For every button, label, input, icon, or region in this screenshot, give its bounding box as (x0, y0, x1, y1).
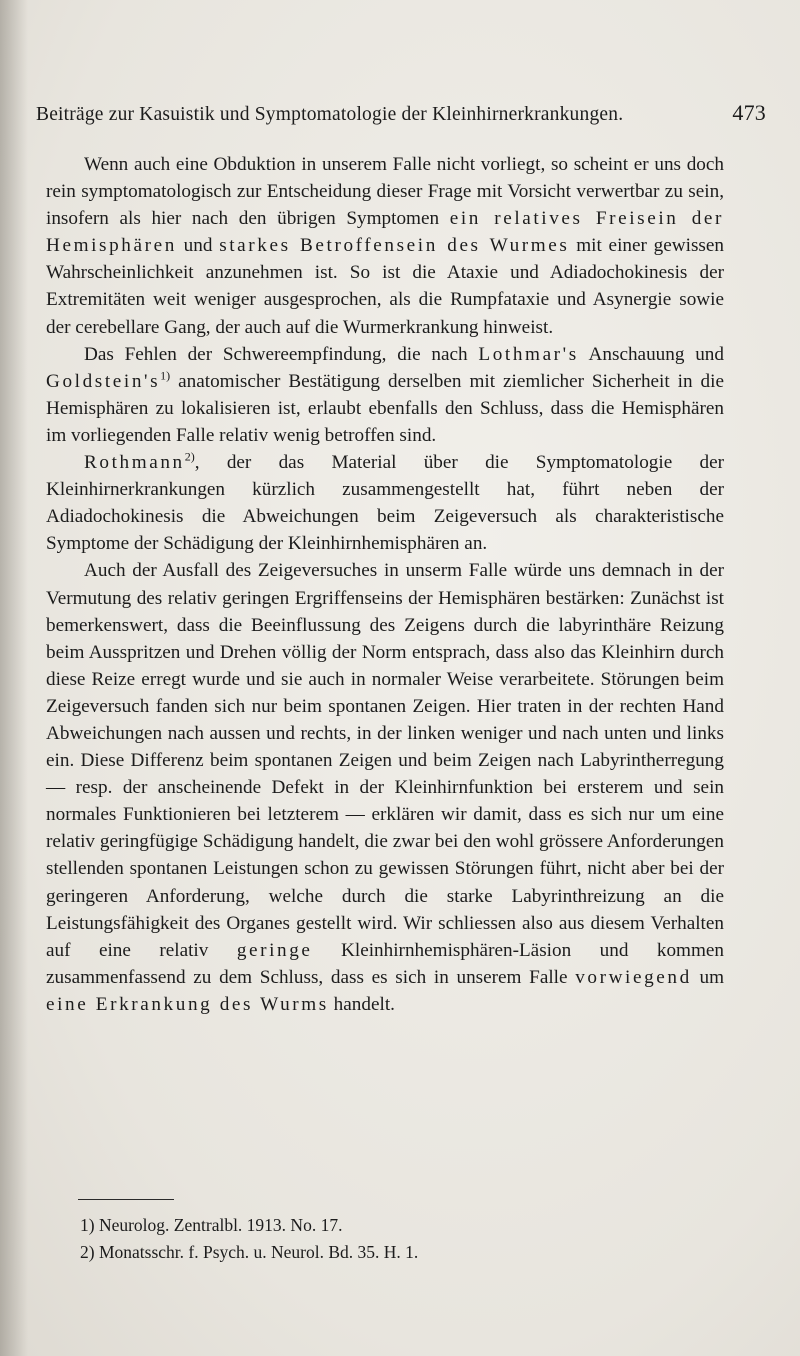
running-title: Beiträge zur Kasuistik und Symptomatologie der Kleinhirnerkrankungen. (36, 104, 624, 125)
footnote-2: 2) Monatsschr. f. Psych. u. Neurol. Bd. 35. H. 1. (80, 1242, 419, 1262)
p1-text-c: mit einer gewissen Wahrscheinlichkeit anzunehmen ist. So ist die Ataxie und Adiadochokinesis der Extremitäten weit weniger ausgesprochen, als die Rumpfataxie und Asynergie sowie der cerebellare Gang, der auch auf die Wurmerkrankung hinweist. (46, 235, 724, 338)
binding-shadow (0, 0, 28, 1356)
p4-text-b: Kleinhirnhemisphären-Läsion und kommen zusammenfassend zu dem Schluss, dass es sich in unserem Falle (46, 939, 725, 988)
p1-text-b: und (183, 235, 213, 257)
p1-spaced-2: starkes Betroffensein des Wurmes (219, 235, 570, 257)
p1-spaced-1: ein relatives Freisein der Hemisphären (46, 208, 724, 257)
p4-spaced-2: vorwiegend (575, 966, 692, 988)
page-number: 473 (732, 100, 766, 125)
p4-text-a: Auch der Ausfall des Zeigeversuches in unserm Falle würde uns demnach in der Vermutung des relativ geringen Ergriffenseins der Hemisphären bestärken: Zunächst ist bemerkenswert, dass die Beeinflussung des Zeigens durch die labyrinthäre Reizung beim Ausspritzen und Drehen völlig der Norm entsprach, dass also das Kleinhirn durch diese Reize erregt wurde und sie auch in normaler Weise verarbeitete. Störungen beim Zeigeversuch fanden sich nur beim spontanen Zeigen. Hier traten in der rechten Hand Abweichungen nach aussen und rechts, in der linken weniger und nach unten und links ein. Diese Differenz beim spontanen Zeigen und beim Zeigen nach Labyrintherregung — resp. der anscheinende Defekt in der Kleinhirnfunktion bei ersterem und sein normales Funktionieren bei letzterem — erklären wir damit, dass es sich nur um eine relativ geringfügige Schädigung handelt, die zwar bei den wohl grössere Anforderungen stellenden spontanen Leistungen schon zu gewissen Störungen führt, nicht aber bei der geringeren Anforderung, welche durch die starke Labyrinthreizung an die Leistungsfähigkeit des Organes gestellt wird. Wir schliessen also aus diesem Verhalten auf eine relativ (46, 560, 724, 961)
footnote-ref-2: 2) (184, 449, 195, 464)
p2-text-c: anatomischer Bestätigung derselben mit ziemlicher Sicherheit in die Hemisphären zu lokalisieren ist, erlaubt ebenfalls den Schluss, dass die Hemisphären im vorliegenden Falle relativ wenig betroffen sind. (46, 370, 725, 446)
footnotes (80, 1212, 680, 1266)
p2-text-b: Anschauung und (588, 343, 724, 365)
p4-text-d: handelt. (333, 993, 395, 1015)
body-text (46, 151, 724, 1018)
running-header (36, 100, 766, 126)
p4-spaced-3: eine Erkrankung des Wurms (46, 993, 329, 1015)
footnote-1: 1) Neurolog. Zentralbl. 1913. No. 17. (80, 1215, 343, 1235)
paragraph-4 (46, 557, 724, 1018)
author-rothmann: Rothmann (84, 452, 185, 474)
p2-text-a: Das Fehlen der Schwereempfindung, die nach (84, 343, 468, 365)
p4-spaced-1: geringe (236, 939, 313, 961)
p1-text: Wenn auch eine Obduktion in unserem Falle nicht vorliegt, so scheint er uns doch rein symptomatologisch zur Entscheidung dieser Frage mit Vorsicht verwertbar zu sein, insofern als hier nach den übrigen Symptomen (46, 154, 724, 230)
author-goldstein: Goldstein's (46, 370, 161, 392)
footnote-divider (78, 1199, 174, 1200)
p4-text-c: um (699, 966, 725, 988)
paragraph-1 (46, 151, 724, 341)
p3-text: , der das Material über die Symptomatologie der Kleinhirnerkrankungen kürzlich zusammengestellt hat, führt neben der Adiadochokinesis die Abweichungen beim Zeigeversuch als charakteristische Symptome der Schädigung der Kleinhirnhemisphären an. (46, 452, 724, 555)
footnote-ref-1: 1) (160, 368, 171, 383)
paragraph-3 (46, 449, 724, 557)
paragraph-2 (46, 341, 724, 449)
author-lothmar: Lothmar's (478, 343, 579, 365)
